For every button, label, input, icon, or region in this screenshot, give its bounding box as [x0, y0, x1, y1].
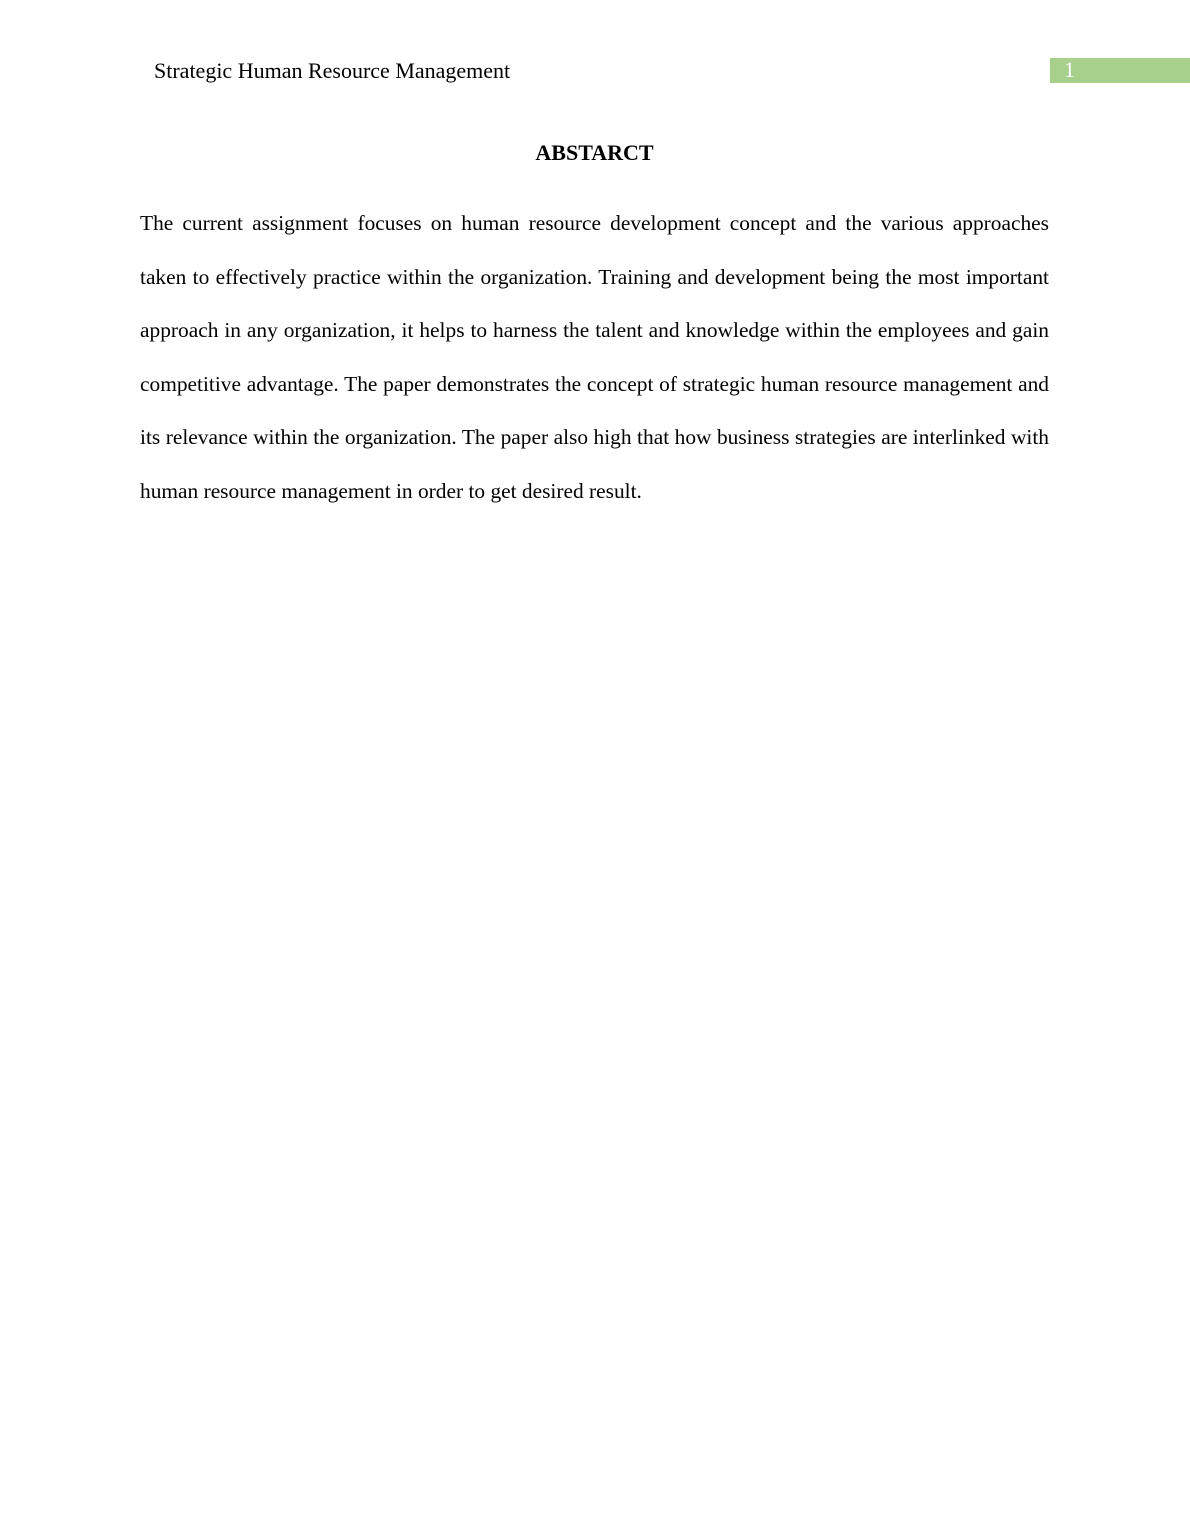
page-number: 1	[1064, 57, 1075, 82]
abstract-paragraph: The current assignment focuses on human resource development concept and the various approaches taken to effectively practice within the organization. Training and development being the most important approach in any organization, it helps to harness the talent and knowledge within the employees and gain competitive advantage. The paper demonstrates the concept of strategic human resource management and its relevance within the organization. The paper also high that how business strategies are interlinked with human resource management in order to get desired result.	[140, 211, 1049, 503]
running-header-title: Strategic Human Resource Management	[154, 58, 511, 83]
section-heading: ABSTARCT	[535, 140, 654, 165]
page-number-bar	[1050, 58, 1190, 83]
